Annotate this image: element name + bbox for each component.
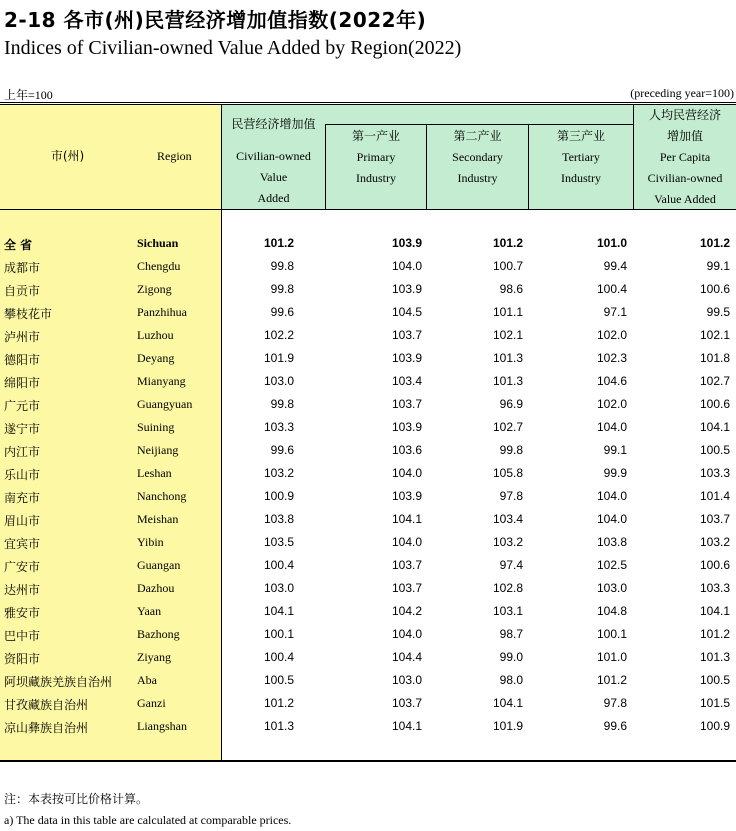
row-name-cn: 南充市 xyxy=(4,491,41,505)
value-civilian-owned: 103.5 xyxy=(263,535,294,549)
value-per-capita: 101.5 xyxy=(699,696,730,710)
row-name-cn: 成都市 xyxy=(4,261,41,275)
row-name-cn: 巴中市 xyxy=(4,629,41,643)
value-per-capita: 103.3 xyxy=(699,581,730,595)
table-row xyxy=(0,600,736,623)
row-name-en: Mianyang xyxy=(137,374,186,388)
table-row xyxy=(0,416,736,439)
table-row xyxy=(0,462,736,485)
value-tertiary: 102.3 xyxy=(596,351,627,365)
value-per-capita: 100.9 xyxy=(699,719,730,733)
value-primary: 104.5 xyxy=(391,305,422,319)
row-name-cn: 资阳市 xyxy=(4,652,41,666)
table-row xyxy=(0,715,736,738)
value-per-capita: 99.5 xyxy=(706,305,730,319)
row-name-en: Ziyang xyxy=(137,650,171,664)
table-row xyxy=(0,531,736,554)
value-per-capita: 103.7 xyxy=(699,512,730,526)
row-name-en: Neijiang xyxy=(137,443,179,457)
value-per-capita: 100.6 xyxy=(699,558,730,572)
row-name-cn: 阿坝藏族羌族自治州 xyxy=(4,675,113,689)
row-name-cn: 泸州市 xyxy=(4,330,41,344)
value-per-capita: 103.3 xyxy=(699,466,730,480)
footnote-en: a) The data in this table are calculated at comparable prices. xyxy=(4,813,292,827)
row-name-cn: 德阳市 xyxy=(4,353,41,367)
value-per-capita: 100.6 xyxy=(699,397,730,411)
row-name-en: Chengdu xyxy=(137,259,181,273)
row-name-cn: 内江市 xyxy=(4,445,41,459)
value-civilian-owned: 101.3 xyxy=(263,719,294,733)
table-row xyxy=(0,646,736,669)
value-civilian-owned: 103.2 xyxy=(263,466,294,480)
value-per-capita: 101.2 xyxy=(699,236,730,250)
row-name-en: Yibin xyxy=(137,535,164,549)
value-secondary: 99.0 xyxy=(499,650,523,664)
table-row xyxy=(0,623,736,646)
page-title-cn: 2-18 各市(州)民营经济增加值指数(2022年) xyxy=(4,8,427,32)
value-tertiary: 103.8 xyxy=(596,535,627,549)
value-tertiary: 104.8 xyxy=(596,604,627,618)
value-civilian-owned: 103.0 xyxy=(263,374,294,388)
header-primary-en-1: Primary xyxy=(356,150,396,164)
value-civilian-owned: 100.4 xyxy=(263,558,294,572)
value-tertiary: 101.2 xyxy=(596,673,627,687)
value-secondary: 96.9 xyxy=(499,397,523,411)
row-name-cn: 甘孜藏族自治州 xyxy=(4,698,89,712)
value-per-capita: 100.5 xyxy=(699,673,730,687)
header-value-added-en-3: Added xyxy=(257,191,290,205)
value-civilian-owned: 104.1 xyxy=(263,604,294,618)
table-bottom-rule xyxy=(0,760,736,762)
page-title-en: Indices of Civilian-owned Value Added by Region(2022) xyxy=(4,37,462,59)
value-tertiary: 100.4 xyxy=(596,282,627,296)
value-civilian-owned: 103.3 xyxy=(263,420,294,434)
value-civilian-owned: 99.6 xyxy=(270,305,294,319)
header-per-capita xyxy=(634,105,736,210)
row-name-en: Liangshan xyxy=(137,719,187,733)
table-row xyxy=(0,324,736,347)
value-civilian-owned: 99.8 xyxy=(270,282,294,296)
row-name-cn: 绵阳市 xyxy=(4,376,41,390)
header-primary-cn: 第一产业 xyxy=(351,129,400,143)
unit-note-cn: 上年=100 xyxy=(4,88,53,102)
value-tertiary: 101.0 xyxy=(596,650,627,664)
row-name-en: Guangyuan xyxy=(137,397,193,411)
row-name-en: Bazhong xyxy=(137,627,180,641)
value-secondary: 102.7 xyxy=(492,420,523,434)
row-name-cn: 全 省 xyxy=(4,238,33,252)
value-civilian-owned: 102.2 xyxy=(263,328,294,342)
value-civilian-owned: 100.5 xyxy=(263,673,294,687)
value-per-capita: 101.4 xyxy=(699,489,730,503)
table-row xyxy=(0,577,736,600)
value-per-capita: 102.7 xyxy=(699,374,730,388)
header-tertiary xyxy=(529,126,633,189)
value-civilian-owned: 103.8 xyxy=(263,512,294,526)
table-row xyxy=(0,508,736,531)
table-row xyxy=(0,692,736,715)
value-per-capita: 101.8 xyxy=(699,351,730,365)
header-tertiary-en-1: Tertiary xyxy=(562,150,600,164)
value-primary: 103.7 xyxy=(391,397,422,411)
header-per-capita-en-3: Value Added xyxy=(654,192,716,206)
table-row xyxy=(0,439,736,462)
header-secondary-cn: 第二产业 xyxy=(453,129,502,143)
value-secondary: 103.4 xyxy=(492,512,523,526)
value-primary: 103.9 xyxy=(391,236,422,250)
header-tertiary-en-2: Industry xyxy=(561,171,601,185)
row-name-en: Aba xyxy=(137,673,157,687)
header-bottom-rule xyxy=(0,209,736,210)
value-tertiary: 102.5 xyxy=(596,558,627,572)
value-secondary: 97.4 xyxy=(499,558,523,572)
value-tertiary: 103.0 xyxy=(596,581,627,595)
value-secondary: 101.9 xyxy=(492,719,523,733)
value-secondary: 101.2 xyxy=(492,236,523,250)
value-tertiary: 100.1 xyxy=(596,627,627,641)
value-primary: 104.1 xyxy=(391,512,422,526)
header-value-added-en-2: Value xyxy=(259,170,288,184)
table-top-rule-2 xyxy=(0,104,736,105)
row-name-en: Meishan xyxy=(137,512,179,526)
value-per-capita: 101.2 xyxy=(699,627,730,641)
value-primary: 103.9 xyxy=(391,351,422,365)
value-primary: 104.0 xyxy=(391,535,422,549)
value-primary: 103.9 xyxy=(391,489,422,503)
header-value-added-cn: 民营经济增加值 xyxy=(231,117,316,131)
value-tertiary: 99.1 xyxy=(603,443,627,457)
table-top-rule xyxy=(0,102,736,103)
row-name-en: Panzhihua xyxy=(137,305,187,319)
header-secondary xyxy=(427,126,528,189)
value-civilian-owned: 101.2 xyxy=(263,236,294,250)
row-name-cn: 凉山彝族自治州 xyxy=(4,721,89,735)
row-name-cn: 宜宾市 xyxy=(4,537,41,551)
row-name-en: Guangan xyxy=(137,558,181,572)
header-divider-h xyxy=(325,124,633,125)
value-secondary: 100.7 xyxy=(492,259,523,273)
value-primary: 103.7 xyxy=(391,696,422,710)
value-tertiary: 102.0 xyxy=(596,328,627,342)
table-row xyxy=(0,485,736,508)
value-per-capita: 103.2 xyxy=(699,535,730,549)
row-name-cn: 遂宁市 xyxy=(4,422,41,436)
value-per-capita: 104.1 xyxy=(699,604,730,618)
value-tertiary: 104.6 xyxy=(596,374,627,388)
header-per-capita-cn-2: 增加值 xyxy=(666,129,703,143)
row-name-cn: 达州市 xyxy=(4,583,41,597)
value-tertiary: 101.0 xyxy=(596,236,627,250)
row-name-cn: 眉山市 xyxy=(4,514,41,528)
row-name-en: Sichuan xyxy=(137,236,179,250)
header-per-capita-en-1: Per Capita xyxy=(659,150,711,164)
value-civilian-owned: 101.2 xyxy=(263,696,294,710)
value-primary: 104.1 xyxy=(391,719,422,733)
value-primary: 104.4 xyxy=(391,650,422,664)
header-value-added xyxy=(222,114,325,209)
table-row xyxy=(0,301,736,324)
row-name-en: Leshan xyxy=(137,466,172,480)
header-per-capita-en-2: Civilian-owned xyxy=(647,171,723,185)
row-name-cn: 雅安市 xyxy=(4,606,41,620)
header-city-cn: 市(州) xyxy=(50,149,85,163)
table-row xyxy=(0,278,736,301)
value-tertiary: 99.6 xyxy=(603,719,627,733)
value-primary: 103.4 xyxy=(391,374,422,388)
value-primary: 103.9 xyxy=(391,420,422,434)
row-name-cn: 乐山市 xyxy=(4,468,41,482)
header-primary xyxy=(326,126,426,189)
header-region-en: Region xyxy=(157,149,192,163)
row-name-en: Yaan xyxy=(137,604,162,618)
table-row xyxy=(0,554,736,577)
value-civilian-owned: 101.9 xyxy=(263,351,294,365)
value-primary: 103.7 xyxy=(391,558,422,572)
value-secondary: 98.0 xyxy=(499,673,523,687)
value-secondary: 103.1 xyxy=(492,604,523,618)
value-secondary: 98.6 xyxy=(499,282,523,296)
value-per-capita: 100.6 xyxy=(699,282,730,296)
table-row xyxy=(0,669,736,692)
value-primary: 103.9 xyxy=(391,282,422,296)
value-tertiary: 102.0 xyxy=(596,397,627,411)
value-secondary: 102.8 xyxy=(492,581,523,595)
header-secondary-en-1: Secondary xyxy=(452,150,503,164)
value-tertiary: 97.8 xyxy=(603,696,627,710)
value-civilian-owned: 100.4 xyxy=(263,650,294,664)
value-secondary: 101.3 xyxy=(492,351,523,365)
row-name-cn: 广元市 xyxy=(4,399,41,413)
row-name-en: Ganzi xyxy=(137,696,166,710)
row-name-en: Deyang xyxy=(137,351,175,365)
header-primary-en-2: Industry xyxy=(356,171,396,185)
row-name-en: Zigong xyxy=(137,282,172,296)
value-primary: 104.0 xyxy=(391,466,422,480)
header-value-added-en-1: Civilian-owned xyxy=(236,149,311,163)
value-per-capita: 99.1 xyxy=(706,259,730,273)
table-row xyxy=(0,255,736,278)
value-secondary: 101.1 xyxy=(492,305,523,319)
row-name-cn: 自贡市 xyxy=(4,284,41,298)
row-name-en: Luzhou xyxy=(137,328,174,342)
table-row xyxy=(0,232,736,255)
value-primary: 103.0 xyxy=(391,673,422,687)
value-tertiary: 99.4 xyxy=(603,259,627,273)
unit-note-en: (preceding year=100) xyxy=(630,86,734,100)
value-secondary: 104.1 xyxy=(492,696,523,710)
row-name-cn: 攀枝花市 xyxy=(4,307,53,321)
value-tertiary: 99.9 xyxy=(603,466,627,480)
value-civilian-owned: 100.9 xyxy=(263,489,294,503)
row-name-en: Dazhou xyxy=(137,581,175,595)
value-secondary: 98.7 xyxy=(499,627,523,641)
footnote-cn: 注：本表按可比价格计算。 xyxy=(4,792,149,806)
table-row xyxy=(0,370,736,393)
value-secondary: 97.8 xyxy=(499,489,523,503)
value-secondary: 103.2 xyxy=(492,535,523,549)
value-per-capita: 100.5 xyxy=(699,443,730,457)
table-row xyxy=(0,393,736,416)
table-row xyxy=(0,347,736,370)
value-primary: 104.0 xyxy=(391,627,422,641)
value-secondary: 101.3 xyxy=(492,374,523,388)
value-secondary: 105.8 xyxy=(492,466,523,480)
value-civilian-owned: 99.6 xyxy=(270,443,294,457)
header-per-capita-cn-1: 人均民营经济 xyxy=(648,108,721,122)
value-per-capita: 101.3 xyxy=(699,650,730,664)
value-civilian-owned: 99.8 xyxy=(270,397,294,411)
value-secondary: 99.8 xyxy=(499,443,523,457)
header-secondary-en-2: Industry xyxy=(457,171,498,185)
header-tertiary-cn: 第三产业 xyxy=(556,129,605,143)
value-civilian-owned: 100.1 xyxy=(263,627,294,641)
value-primary: 104.2 xyxy=(391,604,422,618)
value-per-capita: 104.1 xyxy=(699,420,730,434)
value-civilian-owned: 99.8 xyxy=(270,259,294,273)
value-tertiary: 104.0 xyxy=(596,420,627,434)
value-primary: 103.6 xyxy=(391,443,422,457)
value-primary: 103.7 xyxy=(391,328,422,342)
value-tertiary: 104.0 xyxy=(596,512,627,526)
value-tertiary: 104.0 xyxy=(596,489,627,503)
value-primary: 104.0 xyxy=(391,259,422,273)
value-primary: 103.7 xyxy=(391,581,422,595)
row-name-en: Nanchong xyxy=(137,489,187,503)
value-civilian-owned: 103.0 xyxy=(263,581,294,595)
value-secondary: 102.1 xyxy=(492,328,523,342)
value-per-capita: 102.1 xyxy=(699,328,730,342)
row-name-en: Suining xyxy=(137,420,175,434)
row-name-cn: 广安市 xyxy=(4,560,41,574)
value-tertiary: 97.1 xyxy=(603,305,627,319)
